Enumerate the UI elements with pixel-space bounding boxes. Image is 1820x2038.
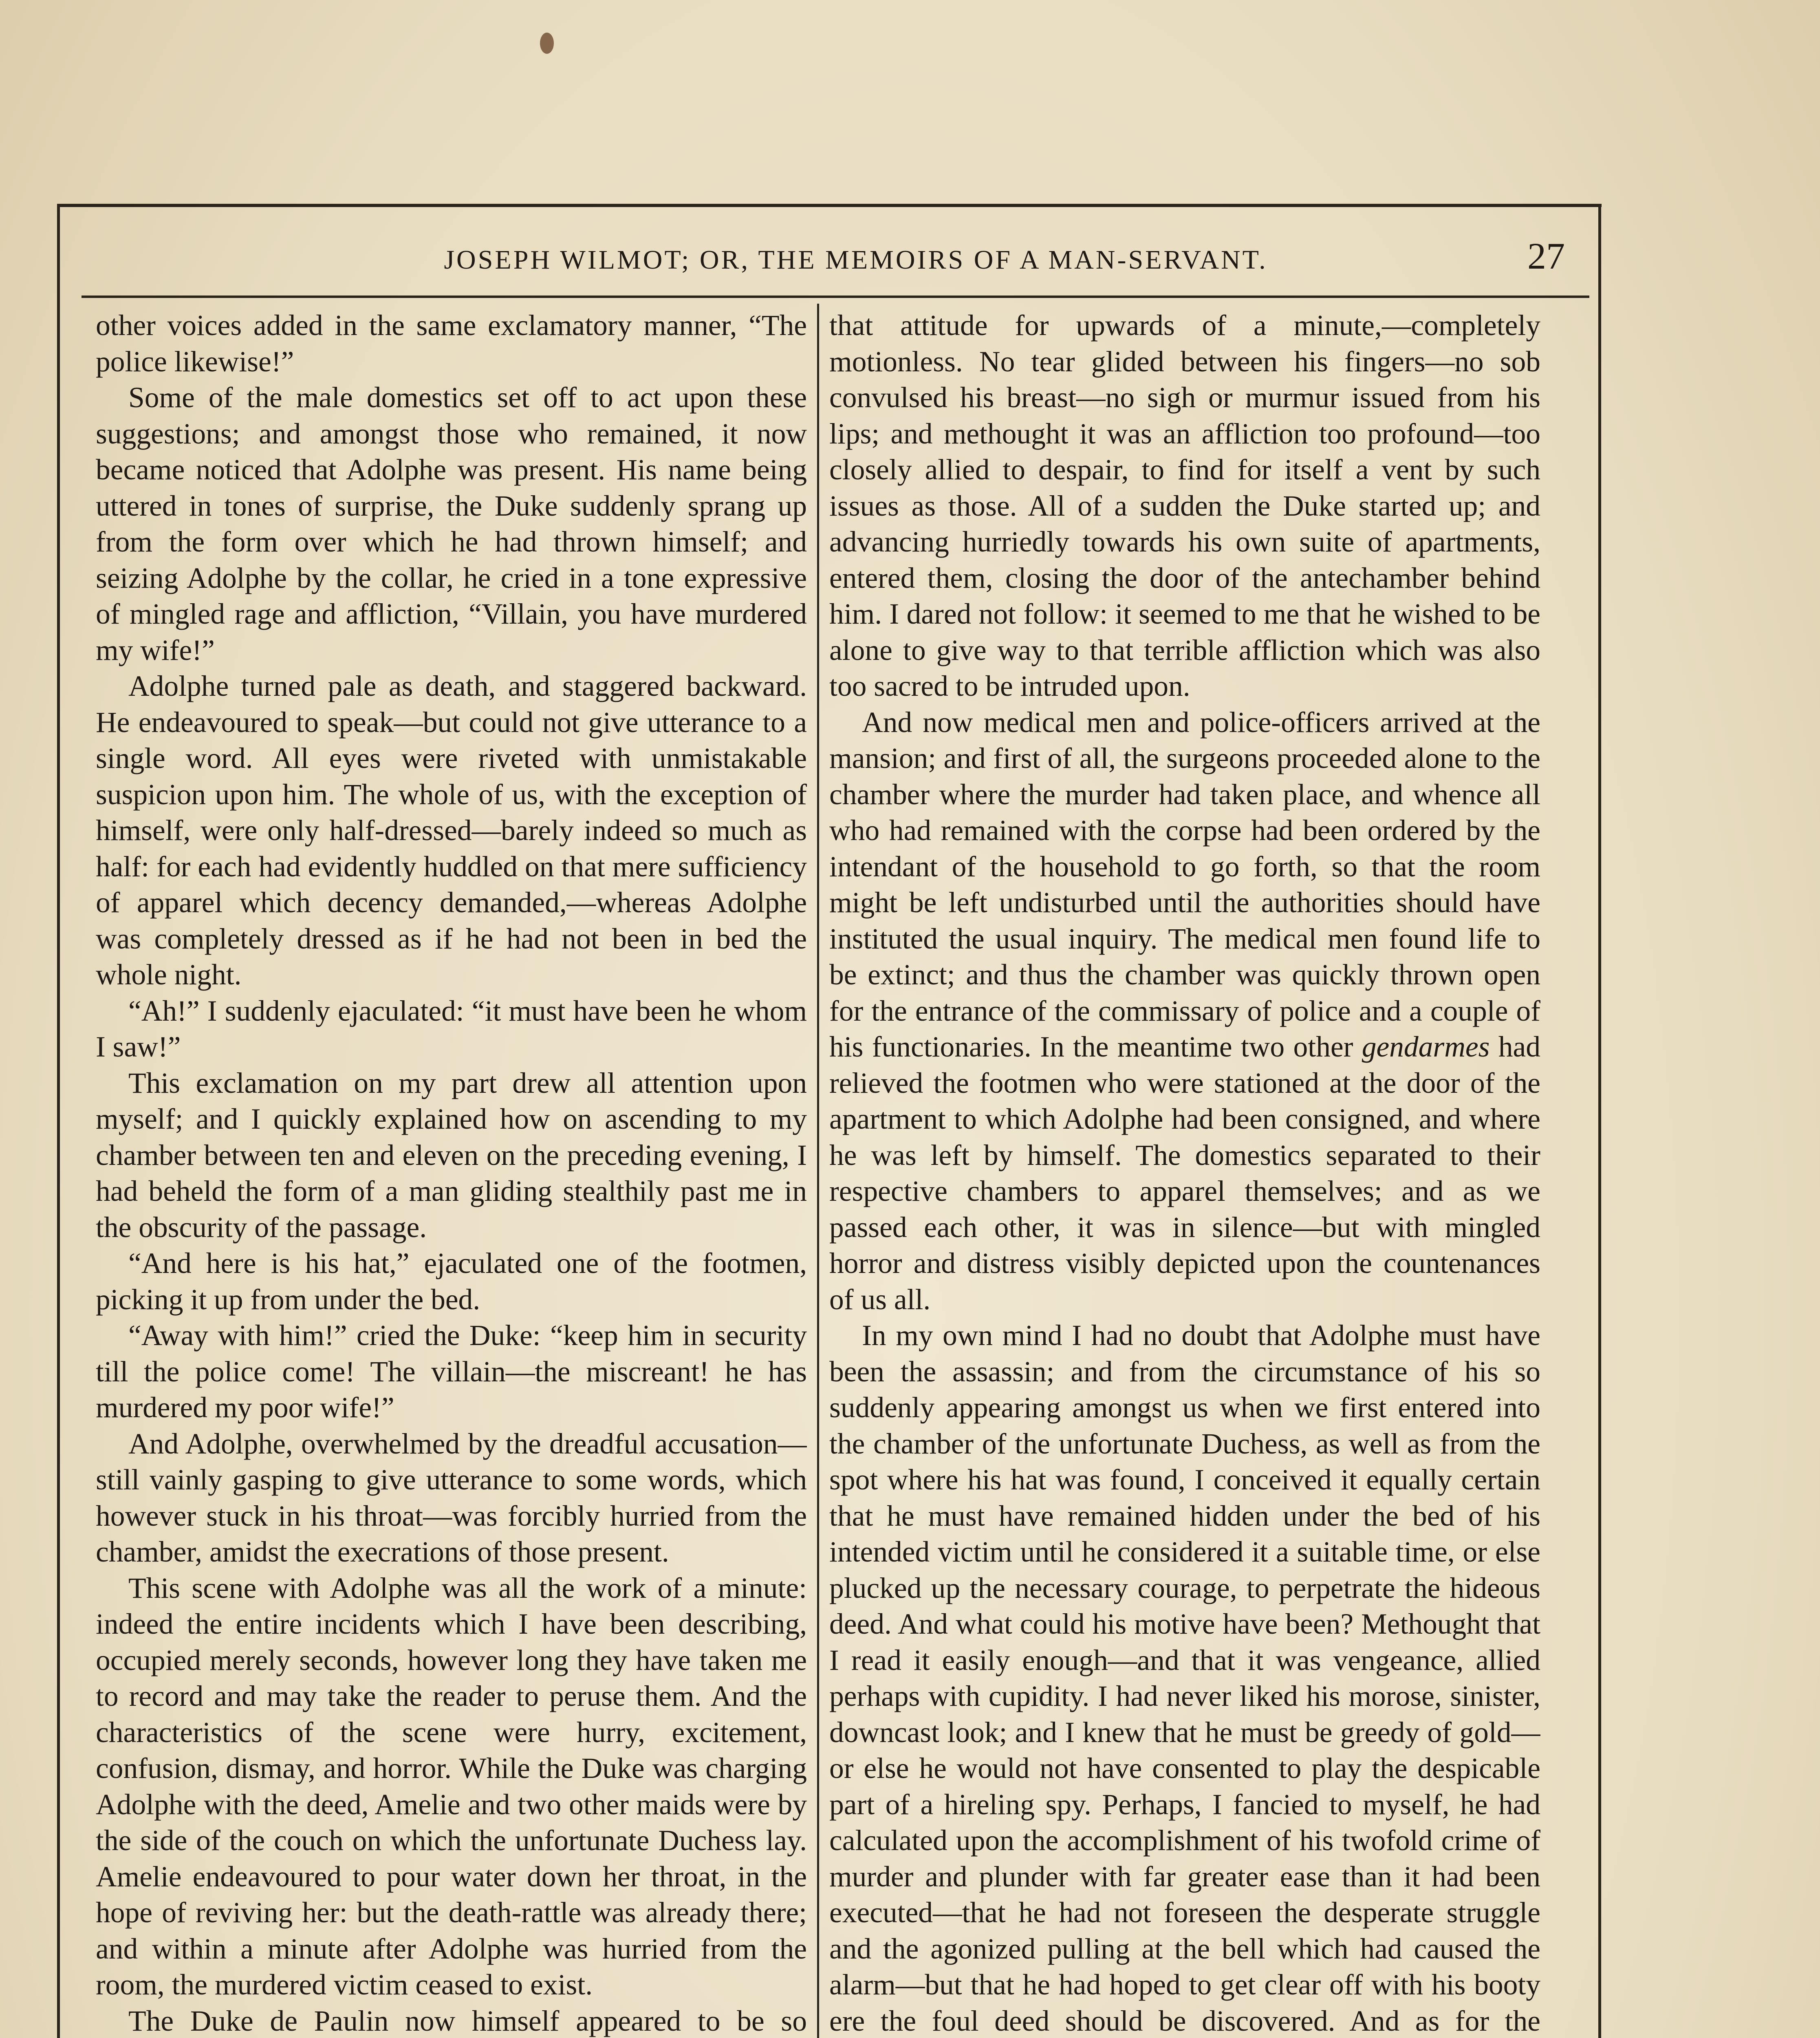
italic-term: gendarmes [1362,1031,1490,1063]
paragraph: “And here is his hat,” ejaculated one of the footmen, picking it up from under the bed. [96,1247,807,1316]
paragraph [829,705,1540,1318]
page-frame-left-rule [57,204,60,2038]
page-number: 27 [1527,235,1565,277]
column-divider [817,304,819,2038]
paragraph: In my own mind I had no doubt that Adolphe must have been the assassin; and from the circumstance of his so suddenly appearing amongst us when we first entered into the chamber of the unfortunate Duchess, as well as from the spot where his hat was found, I conceived it equally certain that he must have remained hidden under the bed of his intended victim until he considered it a suitable time, or else plucked up the necessary courage, to perpetrate the hideous deed. And what could his motive have been? Methought that I read it easily enough—and that it was vengeance, allied perhaps with cupidity. I had never liked his morose, sinister, downcast look; and I knew that he must be greedy of gold—or else he would not have consented to play the despicable part of a hireling spy. Perhaps, I fancied to myself, he had calculated upon the accomplishment of his twofold crime of murder and plunder with far greater ease than it had been executed—that he had not foreseen the desperate struggle and the agonized pulling at the bell which had caused the alarm—but that he had hoped to get clear off with his booty ere the foul deed should be discovered. And as for the [829,1319,1540,2037]
running-title: JOSEPH WILMOT; OR, THE MEMOIRS OF A MAN-SERVANT. [444,245,1268,275]
header-rule [82,296,1589,298]
paragraph: Adolphe turned pale as death, and staggered backward. He endeavoured to speak—but could not give utterance to a single word. All eyes were riveted with unmistakable suspicion upon him. The whole of us, with the exception of himself, were only half-dressed—barely indeed so much as half: for each had evidently huddled on that mere sufficiency of apparel which decency demanded,—whereas Adolphe was completely dressed as if he had not been in bed the whole night. [96,670,807,991]
paragraph: This exclamation on my part drew all attention upon myself; and I quickly explained how on ascending to my chamber between ten and eleven on the preceding evening, I had beheld the form of a man gliding stealthily past me in the obscurity of the passage. [96,1067,807,1244]
paragraph: The Duke de Paulin now himself appeared to be so [128,2005,807,2037]
ink-spot [540,33,554,54]
left-column [96,308,807,2038]
paragraph: This scene with Adolphe was all the work of a minute: indeed the entire incidents which I have been describing, occupied merely seconds, however long they have taken me to record and may take the reader to peruse them. And the characteristics of the scene were hurry, excitement, confusion, dismay, and horror. While the Duke was charging Adolphe with the deed, Amelie and two other maids were by the side of the couch on which the unfortunate Duchess lay. Amelie endeavoured to pour water down her throat, in the hope of reviving her: but the death-rattle was already there; and within a minute after Adolphe was hurried from the room, the murdered victim ceased to exist. [96,1572,807,2001]
paragraph: that attitude for upwards of a minute,—completely motionless. No tear glided between his fingers—no sob convulsed his breast—no sigh or murmur issued from his lips; and methought it was an affliction too profound—too closely allied to despair, to find for itself a vent by such issues as those. All of a sudden the Duke started up; and advancing hurriedly towards his own suite of apartments, entered them, closing the door of the antechamber behind him. I dared not follow: it seemed to me that he wished to be alone to give way to that terrible affliction which was also too sacred to be intruded upon. [829,309,1540,702]
paragraph: “Ah!” I suddenly ejaculated: “it must have been he whom I saw!” [96,995,807,1063]
right-column [829,308,1540,2038]
paragraph-text: had relieved the footmen who were stationed at the door of the apartment to which Adolphe had been consigned, and where he was left by himself. The domestics separated to their respective chambers to apparel themselves; and as we passed each other, it was in silence—but with mingled horror and distress visibly depicted upon the countenances of us all. [829,1031,1540,1316]
paragraph: Some of the male domestics set off to act upon these suggestions; and amongst those who remained, it now became noticed that Adolphe was present. His name being uttered in tones of surprise, the Duke suddenly sprang up from the form over which he had thrown himself; and seizing Adolphe by the collar, he cried in a tone expressive of mingled rage and affliction, “Villain, you have murdered my wife!” [96,382,807,666]
paragraph: other voices added in the same exclamatory manner, “The police likewise!” [96,309,807,378]
paragraph: And Adolphe, overwhelmed by the dreadful accusation—still vainly gasping to give utterance to some words, which however stuck in his throat—was forcibly hurried from the chamber, amidst the execrations of those present. [96,1427,807,1568]
page-frame-top-rule [57,204,1602,207]
paragraph: “Away with him!” cried the Duke: “keep him in security till the police come! The villain—the miscreant! he has murdered my poor wife!” [96,1319,807,1424]
paragraph-text: And now medical men and police-officers arrived at the mansion; and first of all, the surgeons proceeded alone to the chamber where the murder had taken place, and whence all who had remained with the corpse had been ordered by the intendant of the household to go forth, so that the room might be left undisturbed until the authorities should have instituted the usual inquiry. The medical men found life to be extinct; and thus the chamber was quickly thrown open for the entrance of the commissary of police and a couple of his functionaries. In the meantime two other [829,706,1540,1063]
page-frame-right-rule [1598,204,1601,2038]
